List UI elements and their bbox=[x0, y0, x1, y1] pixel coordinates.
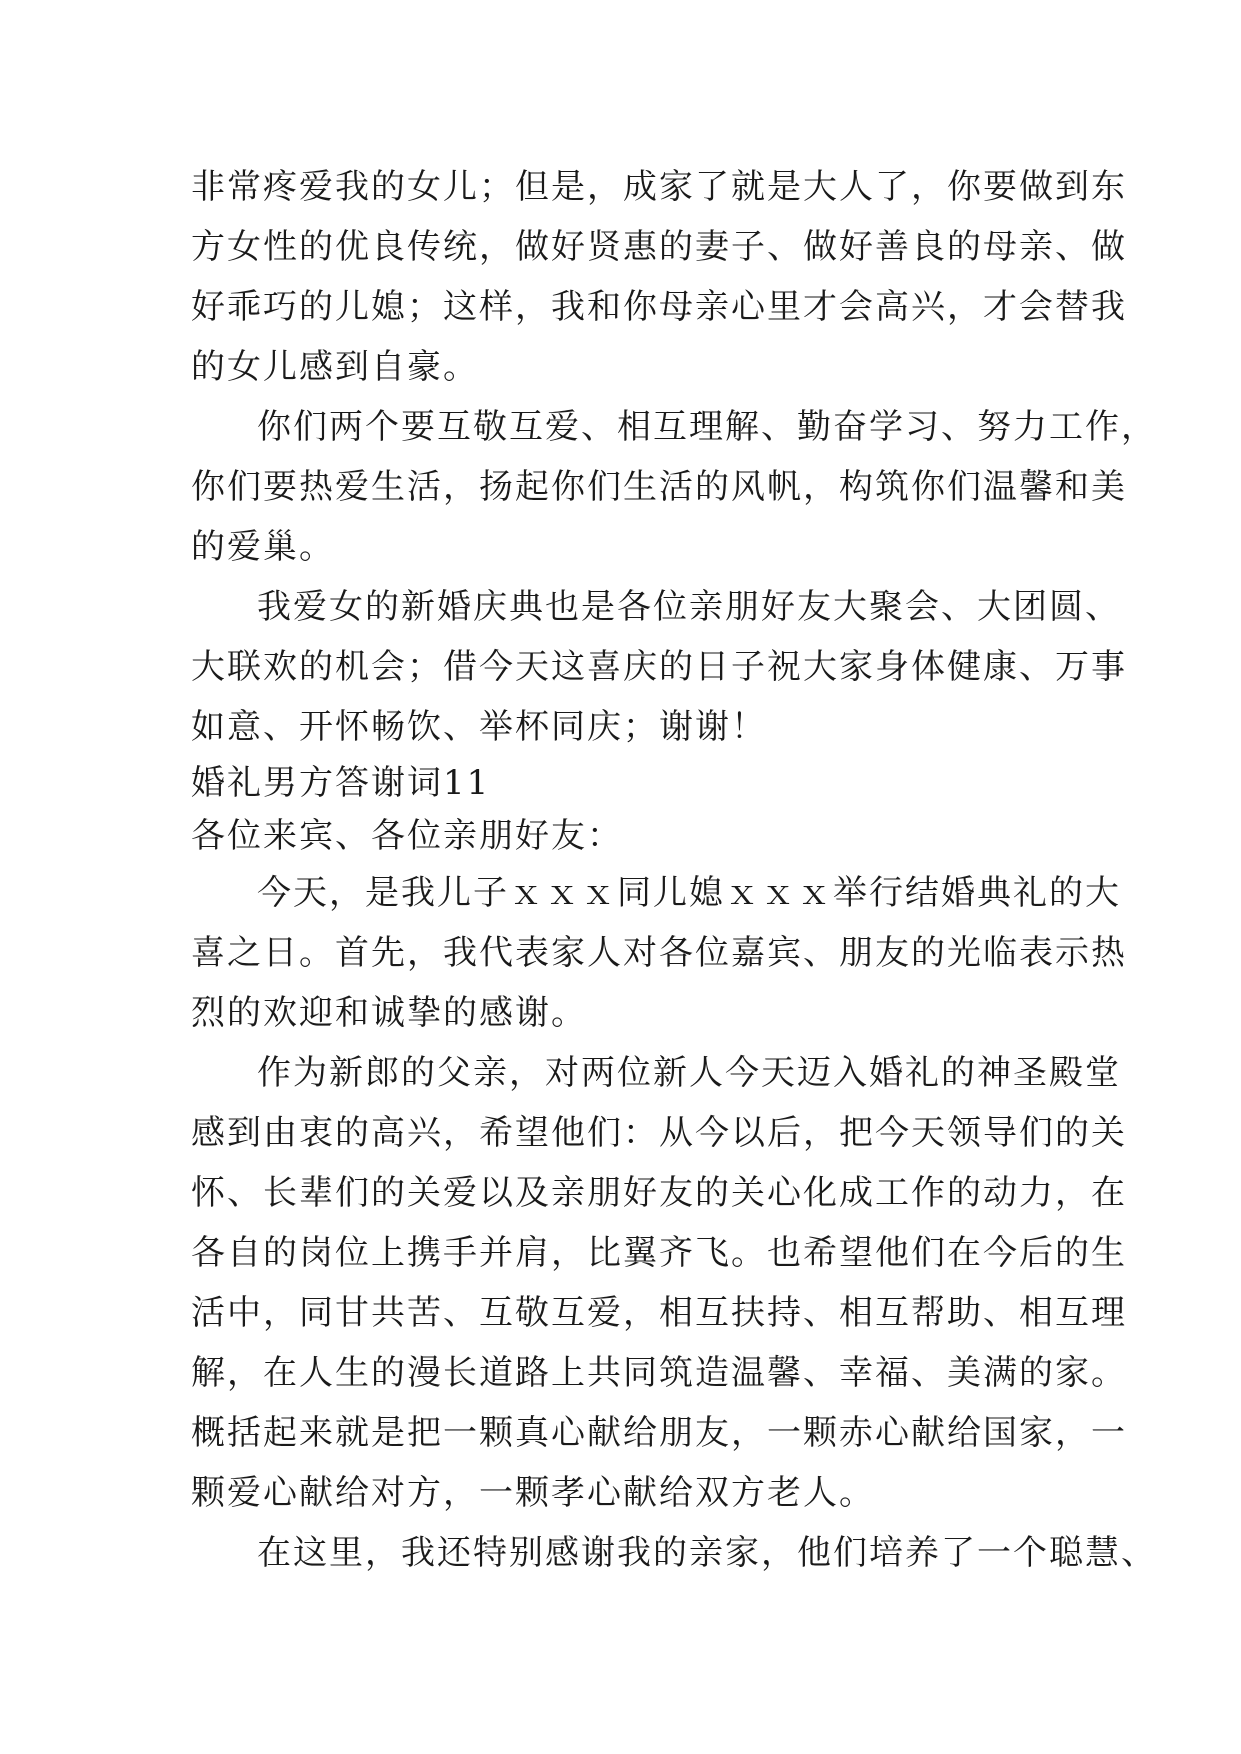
document-body bbox=[191, 157, 1157, 1583]
paragraph bbox=[191, 863, 1127, 1043]
text-line: 非常疼爱我的女儿；但是，成家了就是大人了，你要做到东 bbox=[191, 167, 1127, 207]
text-line: 感到由衷的高兴，希望他们：从今以后，把今天领导们的关 bbox=[191, 1113, 1127, 1153]
paragraph bbox=[191, 1043, 1127, 1523]
text-line: 方女性的优良传统，做好贤惠的妻子、做好善良的母亲、做 bbox=[191, 227, 1127, 267]
text-line: 在这里，我还特别感谢我的亲家，他们培养了一个聪慧、 bbox=[257, 1533, 1157, 1573]
text-line: 今天，是我儿子ｘｘｘ同儿媳ｘｘｘ举行结婚典礼的大 bbox=[257, 873, 1121, 913]
text-line: 你们两个要互敬互爱、相互理解、勤奋学习、努力工作， bbox=[257, 407, 1157, 447]
text-line: 各自的岗位上携手并肩，比翼齐飞。也希望他们在今后的生 bbox=[191, 1233, 1127, 1273]
section-title: 婚礼男方答谢词11 bbox=[191, 763, 491, 803]
text-line: 如意、开怀畅饮、举杯同庆；谢谢！ bbox=[191, 707, 767, 747]
text-line: 我爱女的新婚庆典也是各位亲朋好友大聚会、大团圆、 bbox=[257, 587, 1121, 627]
text-line: 的爱巢。 bbox=[191, 527, 335, 567]
text-line: 喜之日。首先，我代表家人对各位嘉宾、朋友的光临表示热 bbox=[191, 933, 1127, 973]
text-line: 的女儿感到自豪。 bbox=[191, 347, 479, 387]
text-line: 颗爱心献给对方，一颗孝心献给双方老人。 bbox=[191, 1473, 875, 1513]
paragraph bbox=[191, 157, 1127, 397]
text-line: 作为新郎的父亲，对两位新人今天迈入婚礼的神圣殿堂 bbox=[257, 1053, 1121, 1093]
text-line: 烈的欢迎和诚挚的感谢。 bbox=[191, 993, 587, 1033]
text-line: 大联欢的机会；借今天这喜庆的日子祝大家身体健康、万事 bbox=[191, 647, 1127, 687]
paragraph bbox=[191, 577, 1127, 757]
paragraph bbox=[191, 397, 1157, 577]
text-line: 怀、长辈们的关爱以及亲朋好友的关心化成工作的动力，在 bbox=[191, 1173, 1127, 1213]
salutation: 各位来宾、各位亲朋好友： bbox=[191, 816, 623, 856]
text-line: 概括起来就是把一颗真心献给朋友，一颗赤心献给国家，一 bbox=[191, 1413, 1127, 1453]
text-line: 好乖巧的儿媳；这样，我和你母亲心里才会高兴，才会替我 bbox=[191, 287, 1127, 327]
text-line: 活中，同甘共苦、互敬互爱，相互扶持、相互帮助、相互理 bbox=[191, 1293, 1127, 1333]
paragraph bbox=[191, 1523, 1157, 1583]
text-line: 你们要热爱生活，扬起你们生活的风帆，构筑你们温馨和美 bbox=[191, 467, 1127, 507]
text-line: 解，在人生的漫长道路上共同筑造温馨、幸福、美满的家。 bbox=[191, 1353, 1127, 1393]
